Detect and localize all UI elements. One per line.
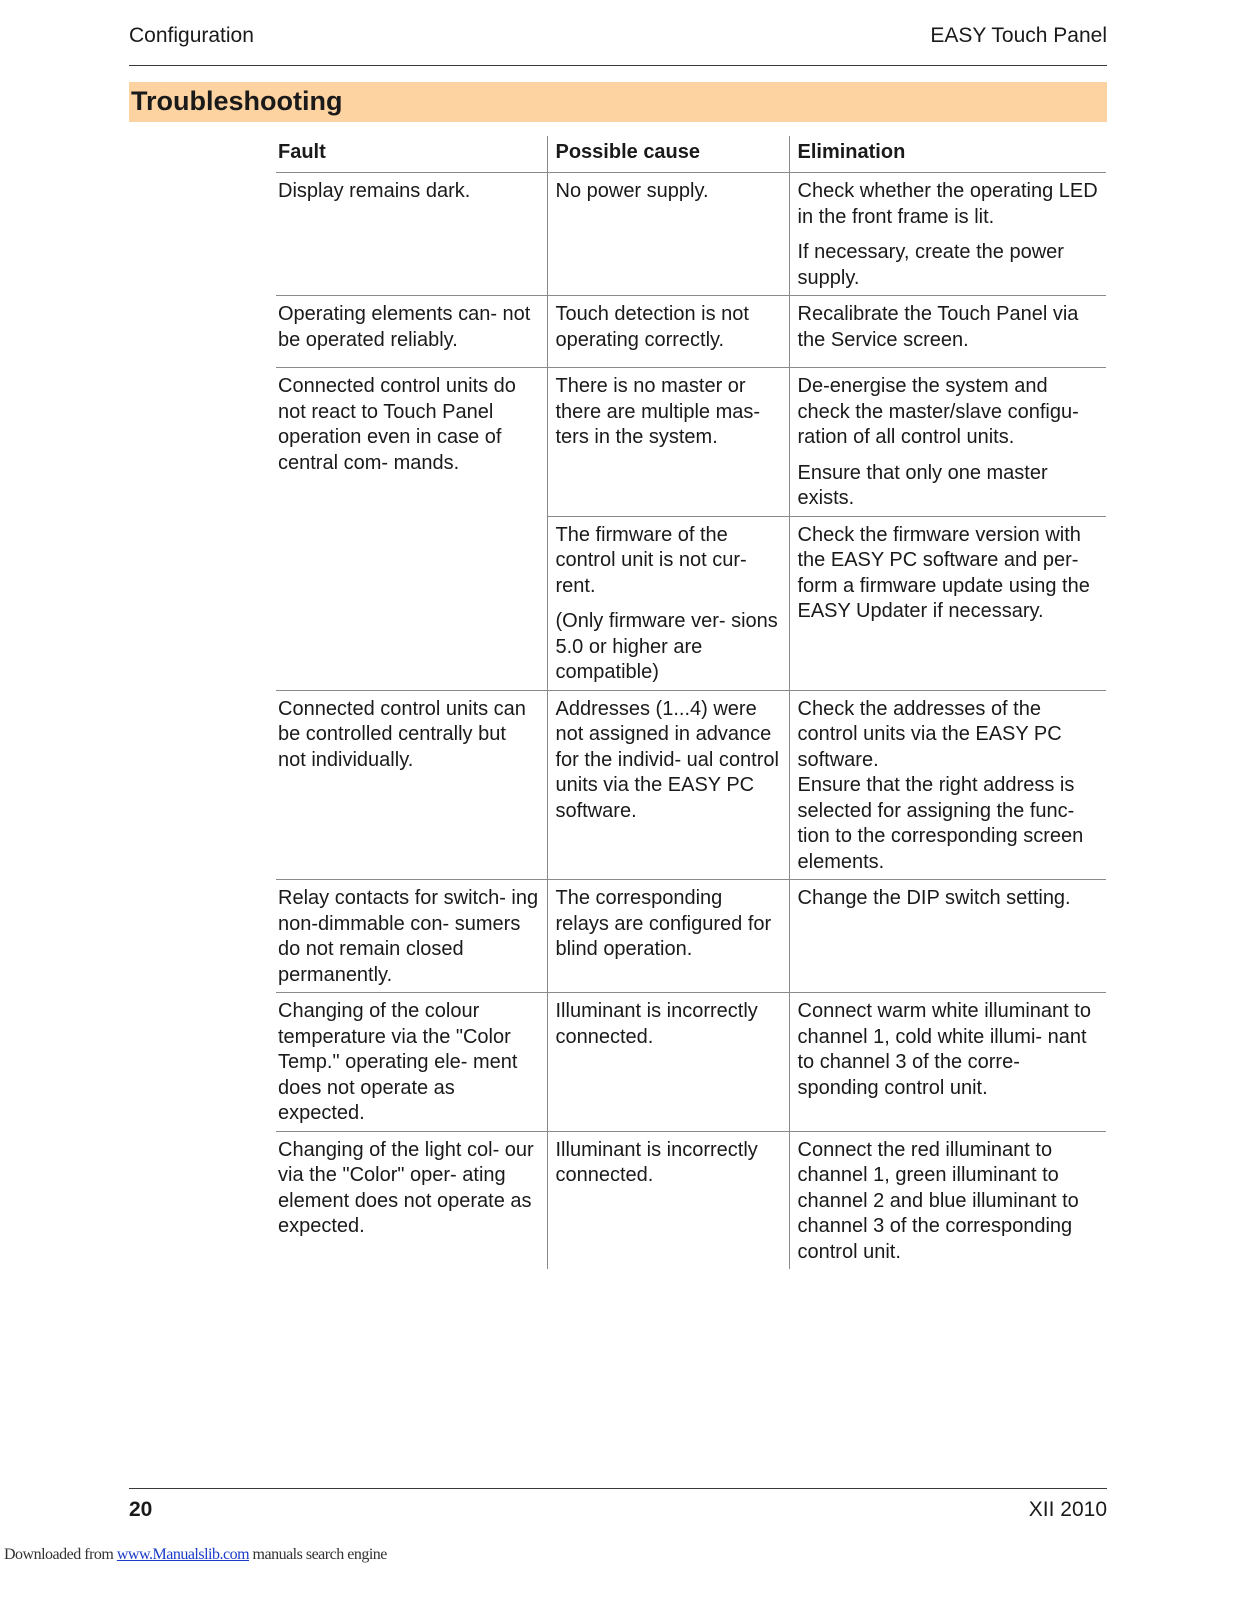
cause-cell [547, 1131, 789, 1269]
fault-cell: Display remains dark. [276, 173, 547, 296]
table-header-row [276, 136, 1106, 173]
cause-cell [547, 173, 789, 296]
elimination-cell [789, 880, 1106, 993]
elimination-cell [789, 690, 1106, 880]
table-row [276, 880, 1106, 993]
download-note [4, 1546, 387, 1564]
cause-cell [547, 368, 789, 517]
elimination-cell [789, 296, 1106, 368]
fault-cell: Relay contacts for switch- ing non-dimmable con- sumers do not remain closed permanently. [276, 880, 547, 993]
download-note-prefix: Downloaded from [4, 1546, 117, 1563]
cause-text: No power supply. [555, 180, 709, 202]
column-header-cause: Possible cause [547, 136, 789, 173]
table-row [276, 296, 1106, 368]
elimination-cell [789, 993, 1106, 1132]
cause-cell [547, 516, 789, 690]
troubleshooting-table [276, 136, 1106, 1269]
cause-text: The firmware of the control unit is not cur- rent. [555, 523, 747, 597]
elimination-text: Ensure that only one master exists. [797, 461, 1048, 509]
elimination-cell [789, 516, 1106, 690]
header-section: Configuration [129, 24, 254, 47]
table-row [276, 993, 1106, 1132]
cause-text: (Only firmware ver- sions 5.0 or higher are compatible) [555, 610, 778, 683]
cause-cell [547, 993, 789, 1132]
cause-text: The corresponding relays are configured for blind operation. [555, 887, 772, 960]
cause-cell [547, 880, 789, 993]
elimination-text: Check whether the operating LED in the front frame is lit. [797, 180, 1098, 228]
cause-text: Touch detection is not operating correctly. [555, 303, 749, 351]
elimination-text: Change the DIP switch setting. [797, 887, 1071, 909]
table-row [276, 368, 1106, 517]
elimination-text: If necessary, create the power supply. [797, 241, 1064, 289]
cause-text: There is no master or there are multiple mas- ters in the system. [555, 375, 761, 448]
cause-cell [547, 296, 789, 368]
manualslib-link[interactable]: www.Manualslib.com [116, 1546, 250, 1563]
table-row [276, 1131, 1106, 1269]
header-product: EASY Touch Panel [930, 24, 1107, 47]
table-row [276, 173, 1106, 296]
elimination-text: Check the firmware version with the EASY PC software and per- form a firmware update using the EASY Updater if necessary. [797, 523, 1090, 622]
column-header-fault: Fault [276, 136, 547, 173]
elimination-cell [789, 368, 1106, 517]
header-rule [129, 65, 1107, 66]
footer-rule [129, 1488, 1107, 1489]
elimination-text: De-energise the system and check the master/slave configu- ration of all control units. [797, 375, 1079, 448]
cause-text: Addresses (1...4) were not assigned in advance for the individ- ual control units via the EASY PC software. [555, 697, 779, 822]
elimination-text: Recalibrate the Touch Panel via the Service screen. [797, 303, 1079, 351]
fault-cell: Changing of the light col- our via the "Color" oper- ating element does not operate as expected. [278, 1138, 534, 1237]
fault-cell: Connected control units can be controlled centrally but not individually. [276, 690, 547, 880]
elimination-cell [789, 1131, 1106, 1269]
page-title: Troubleshooting [131, 86, 343, 116]
cause-text: Illuminant is incorrectly connected. [555, 1138, 758, 1186]
footer-date: XII 2010 [1028, 1498, 1107, 1521]
elimination-text: Connect warm white illuminant to channel 1, cold white illumi- nant to channel 3 of the corre- sponding control unit. [797, 1000, 1091, 1099]
fault-cell: Connected control units do not react to Touch Panel operation even in case of central com- mands. [276, 368, 547, 691]
cause-cell [547, 690, 789, 880]
column-header-elimination: Elimination [789, 136, 1106, 173]
elimination-cell [789, 173, 1106, 296]
fault-cell: Changing of the colour temperature via the "Color Temp." operating ele- ment does not operate as expected. [276, 993, 547, 1132]
elimination-text: Connect the red illuminant to channel 1, green illuminant to channel 2 and blue illuminant to channel 3 of the corresponding control unit. [797, 1138, 1079, 1263]
download-note-suffix: manuals search engine [249, 1546, 387, 1563]
cause-text: Illuminant is incorrectly connected. [555, 1000, 758, 1048]
table-row [276, 690, 1106, 880]
page-number: 20 [129, 1498, 153, 1521]
fault-cell: Operating elements can- not be operated reliably. [276, 296, 547, 368]
title-bar [129, 82, 1107, 122]
elimination-text: Check the addresses of the control units via the EASY PC software. Ensure that the right address is selected for assigning the func- tion to the corresponding screen elements. [797, 697, 1084, 873]
